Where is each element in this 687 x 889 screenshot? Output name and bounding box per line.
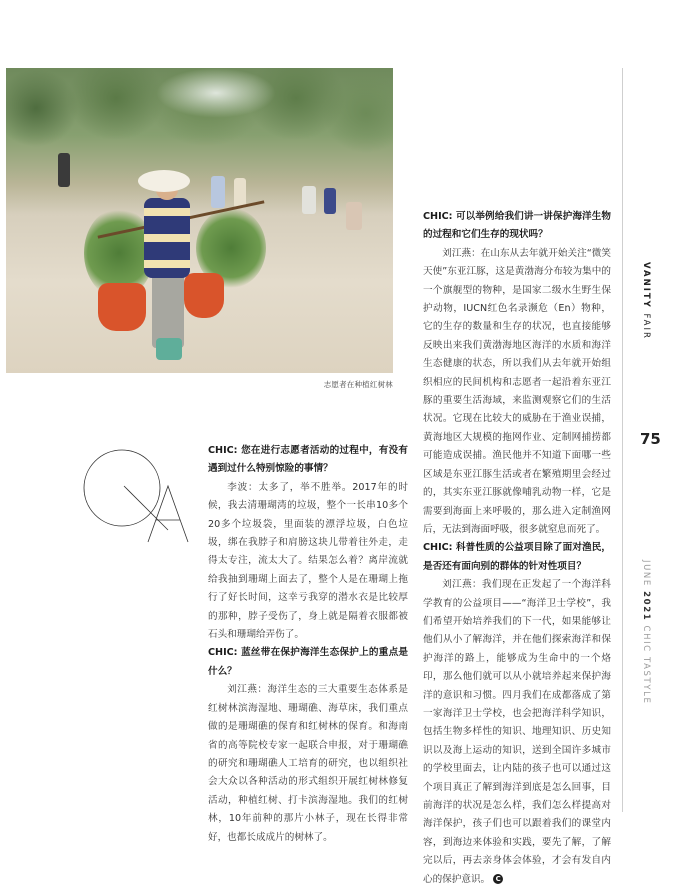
straw-hat bbox=[138, 170, 190, 192]
background-volunteer bbox=[211, 176, 225, 208]
question-1: CHIC: 您在进行志愿者活动的过程中，有没有遇到过什么特别惊险的事情？ bbox=[208, 445, 408, 475]
answer-2: 刘江燕：海洋生态的三大重要生态体系是红树林滨海湿地、珊瑚礁、海草床，我们重点做的是珊瑚礁的保育和红树林的保育。和海南省的高等院校专家一起联合申报，对于珊瑚礁的研究和珊瑚礁人工培育的研究，也以组织社会大众以各种活动的形式组织开展红树林修复活动，种植红树、打卡滨海湿地。我们的红树林，10年前种的那片小林子，现在长得非常好，也都长成成片的树林了。 bbox=[208, 684, 408, 843]
answer-4: 刘江燕：我们现在正发起了一个海洋科学教育的公益项目——“海洋卫士学校”，我们希望开始培养我们的下一代，如果能够让他们从小了解海洋，并在他们探索海洋和保护海洋的路上，能够成为生命中的一个烙印，那么他们就可以从小就培养起来保护海洋的意识和习惯。四月我们在成都落成了第一家海洋卫士学校，也会把海洋科学知识，包括生物多样性的知识、地理知识、历史知识以及海上运动的知识，送到全国许多城市的学校里面去，让内陆的孩子也可以通过这个项目真正了解到海洋到底是怎么回事，目前海洋的状况是怎么样，我们怎么样提高对海洋保护，孩子们也可以跟着我们的课堂内容，到海边来体验和实践，要先了解，了解完以后，再去亲身体会体验，才会有发自内心的保护意识。 bbox=[423, 579, 611, 885]
rail-divider bbox=[622, 68, 623, 812]
question-2: CHIC: 蓝丝带在保护海洋生态保护上的重点是什么？ bbox=[208, 647, 408, 677]
end-mark-icon: C bbox=[493, 874, 503, 884]
q-letter-tail bbox=[124, 486, 168, 530]
issue-month: JUNE bbox=[641, 560, 651, 592]
answer-3: 刘江燕：在山东从去年就开始关注“微笑天使”东亚江豚，这是黄渤海分布较为集中的一个旗舰型的物种，是国家二级水生野生保护动物，IUCN红色名录濒危（En）物种，它的生存的数量和生存的状况，也直接能够反映出来我们黄渤海地区海洋的水质和海洋生态健康的状态，所以我们从去年就开始组织相应的民间机构和志愿者一起沿着东亚江豚的重要生活海域，来监测观察它们的生活状况。它现在比较大的威胁在于渔业误捕，黄海地区大规模的拖网作业、定制网捕捞都可能造成误捕。渔民他并不知道下面哪一些区域是东亚江豚生活或者在繁殖期里会经过的，其实东亚江豚就像哺乳动物一样，它是需要到海面上来呼吸的，那么进入定制渔网后，无法到海面呼吸，很多就窒息而死了。 bbox=[423, 247, 611, 535]
q-letter-outline bbox=[84, 450, 160, 526]
question-3: CHIC: 可以举例给我们讲一讲保护海洋生物的过程和它们生存的现状吗？ bbox=[423, 211, 611, 241]
question-4: CHIC: 科普性质的公益项目除了面对渔民，是否还有面向别的群体的针对性项目？ bbox=[423, 542, 611, 572]
left-text-column bbox=[208, 442, 408, 847]
seedling-bag bbox=[184, 273, 224, 318]
page-number: 75 bbox=[640, 430, 661, 448]
background-volunteer bbox=[324, 188, 336, 214]
striped-shirt bbox=[144, 198, 190, 278]
qa-letterforms bbox=[82, 444, 192, 544]
background-volunteer bbox=[346, 202, 362, 230]
magazine-brand bbox=[641, 262, 651, 340]
a-letter-outline bbox=[148, 486, 188, 542]
issue-label bbox=[641, 560, 651, 704]
answer-1: 李波：太多了，举不胜举。2017年的时候，我去清珊瑚湾的垃圾，整个一长串10多个20多个垃圾袋，里面装的漂浮垃圾，白色垃圾，绑在我脖子和肩膀这块儿带着往外走，走得太专注，流太大了。结果怎么着？离岸流就给我抽到珊瑚上面去了，整个人是在珊瑚上拖行了好长时间，这幸亏我穿的潜水衣是比较厚的那种，脖子受伤了，身上就是隔着衣服都被石头和珊瑚给弄伤了。 bbox=[208, 481, 408, 641]
rubber-boots bbox=[156, 338, 182, 360]
right-text-column bbox=[423, 208, 611, 889]
seedling-bag bbox=[98, 283, 146, 331]
photo-caption: 志愿者在种植红树林 bbox=[323, 380, 393, 389]
q-letter: Q bbox=[84, 452, 85, 453]
volunteers-planting-photo bbox=[6, 68, 393, 373]
brand-bold: VANITY bbox=[641, 262, 651, 309]
issue-title: CHIC TASTYLE bbox=[641, 621, 651, 705]
brand-light: FAIR bbox=[641, 308, 651, 340]
background-volunteer bbox=[302, 186, 316, 214]
background-volunteer bbox=[58, 153, 70, 187]
a-letter: A bbox=[90, 452, 91, 453]
issue-year: 2021 bbox=[641, 591, 651, 622]
